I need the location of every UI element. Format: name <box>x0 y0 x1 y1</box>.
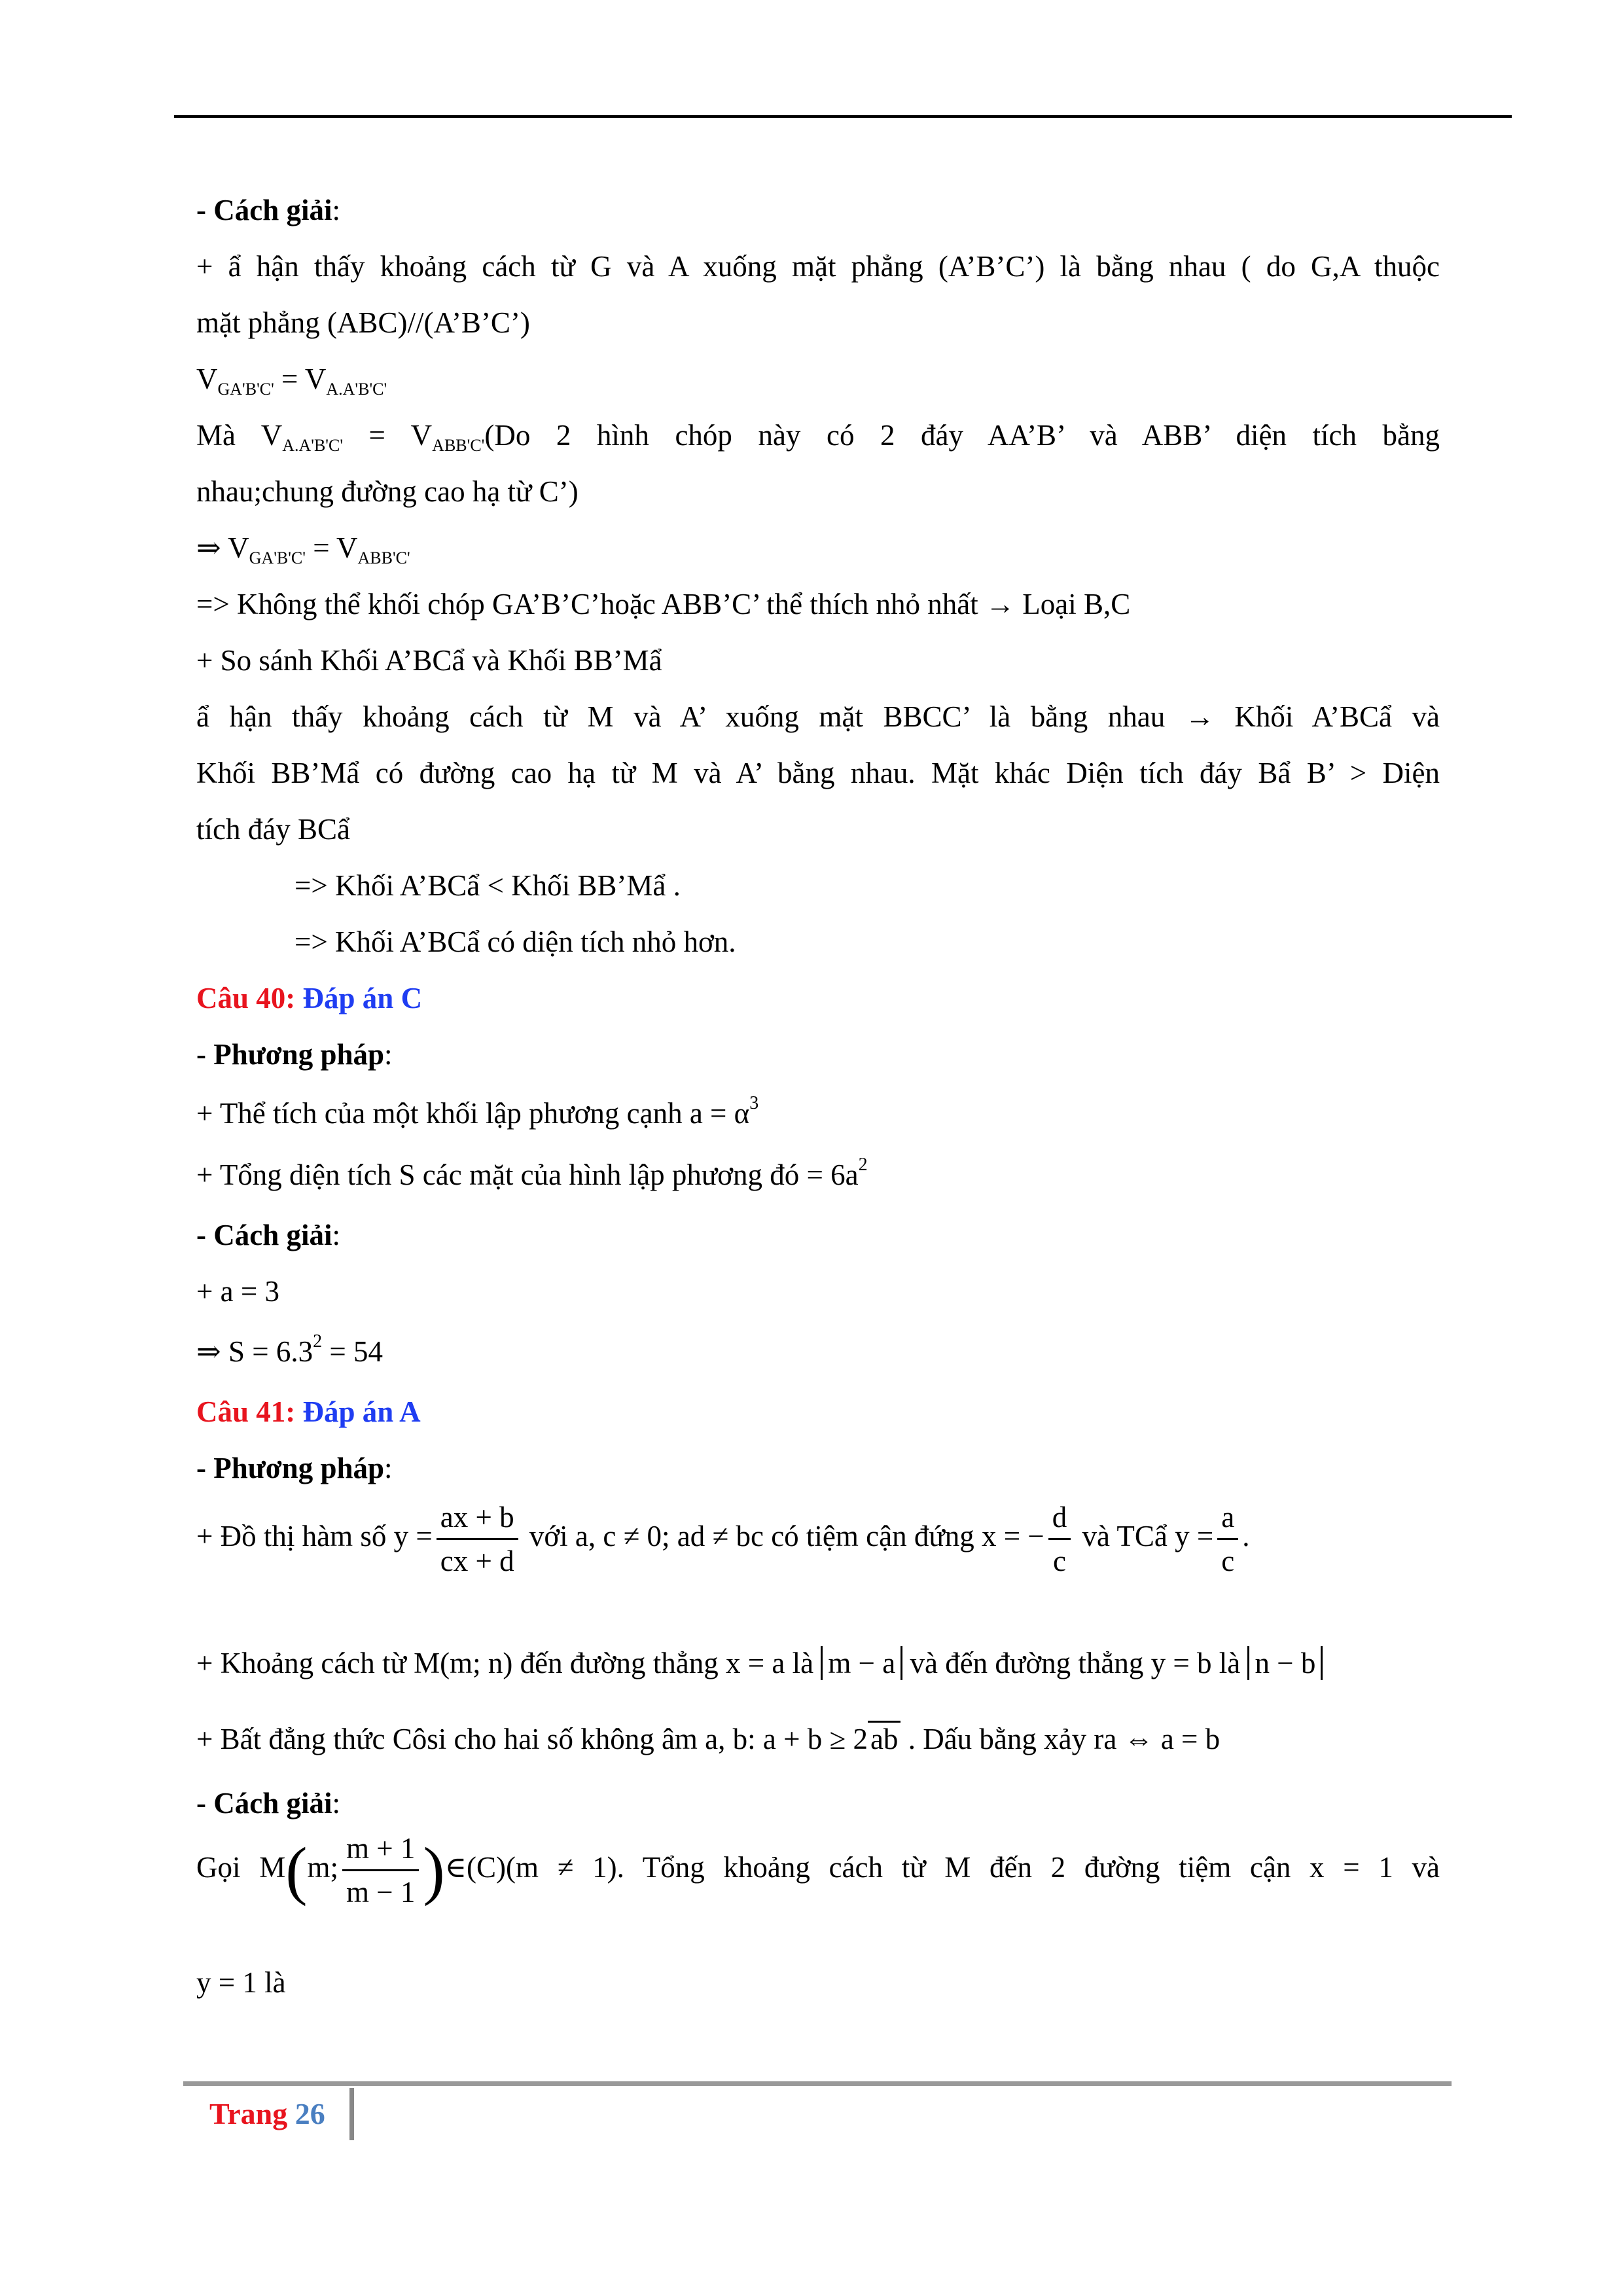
question-41-heading: Câu 41: Đáp án A <box>196 1395 421 1428</box>
header-rule <box>174 115 1512 118</box>
asymptote-formula-line: + Đồ thị hàm số y = $\frac{ax + b}{cx + d}$ với a, c ≠ 0; ad ≠ bc có tiệm cận đứng x = − $\frac{d}{c}$ và TCẩ y = $\frac{a}{c}$ . <box>196 1501 1250 1577</box>
fraction: $\frac{a}{c}$ <box>1217 1500 1238 1578</box>
formula-line: $V_{GA'B'C'} = V_{A.A'B'C'}$ <box>196 363 387 399</box>
formula-line: ⇒ $V_{GA'B'C'} = V_{ABB'C'}$ <box>196 531 410 567</box>
solution-heading: - Cách giải: <box>196 1219 341 1251</box>
square-root: ab <box>868 1721 901 1755</box>
text-line: => Không thể khối chóp GA’B’C’hoặc ABB’C’ thể thích nhỏ nhất → Loại B,C <box>196 588 1131 620</box>
fraction: $\frac{m + 1}{m - 1}$ <box>342 1831 419 1909</box>
footer-rule <box>183 2081 1452 2086</box>
page-number: Trang 26 <box>209 2097 325 2130</box>
formula-line: ⇒ $S = 6.3^2 = 54$ <box>196 1331 383 1368</box>
text-line: ẩ hận thấy khoảng cách từ M và A’ xuống mặt BBCC’ là bằng nhau → Khối A’BCẩ và <box>196 700 1440 733</box>
text-line: + ẩ hận thấy khoảng cách từ G và A xuống mặt phẳng (A’B’C’) là bằng nhau ( do G,A thuộc <box>196 250 1440 283</box>
solution-heading: - Cách giải: <box>196 1787 341 1820</box>
inequality-line: + Bất đẳng thức Côsi cho hai số không âm a, b: a + b ≥ 2ab . Dấu bằng xảy ra ⇔ a = b <box>196 1719 1220 1759</box>
method-heading: - Cách giải: <box>196 194 341 226</box>
text-line: => Khối A’BCẩ có diện tích nhỏ hơn. <box>294 925 736 958</box>
text-line: mặt phẳng (ABC)//(A’B’C’) <box>196 306 530 339</box>
formula-line: + a = 3 <box>196 1275 279 1308</box>
fraction: $\frac{d}{c}$ <box>1048 1500 1071 1578</box>
method-heading: - Phương pháp: <box>196 1452 393 1484</box>
question-40-heading: Câu 40: Đáp án C <box>196 982 423 1014</box>
text-line: nhau;chung đường cao hạ từ C’) <box>196 475 579 508</box>
footer-divider <box>349 2088 354 2140</box>
text-line: Mà $V_{A.A'B'C'} = V_{ABB'C'}(Do$ 2 hình chóp này có 2 đáy AA’B’ và ABB’ diện tích bằng <box>196 419 1440 455</box>
method-heading: - Phương pháp: <box>196 1038 393 1071</box>
fraction: $\frac{ax + b}{cx + d}$ <box>437 1500 518 1578</box>
distance-formula-line: + Khoảng cách từ M(m; n) đến đường thẳng x = a là m − a và đến đường thẳng y = b là n − b <box>196 1643 1323 1683</box>
text-line: Khối BB’Mẩ có đường cao hạ từ M và A’ bằng nhau. Mặt khác Diện tích đáy Bẩ B’ > Diện <box>196 757 1440 789</box>
text-line: => Khối A’BCẩ < Khối BB’Mẩ . <box>294 869 681 902</box>
text-line: + So sánh Khối A’BCẩ và Khối BB’Mẩ <box>196 644 662 677</box>
point-formula-line: Gọi M(m; $\frac{m + 1}{m - 1}$ )∈(C)(m ≠ 1). Tổng khoảng cách từ M đến 2 đường tiệm cận x = 1 và <box>196 1832 1440 1909</box>
text-line: + Tổng diện tích S các mặt của hình lập phương đó = $6a^2$ <box>196 1155 868 1191</box>
text-line: tích đáy BCẩ <box>196 813 350 846</box>
text-line: y = 1 là <box>196 1966 286 1999</box>
text-line: + Thể tích của một khối lập phương cạnh $a = \alpha^3$ <box>196 1093 759 1130</box>
